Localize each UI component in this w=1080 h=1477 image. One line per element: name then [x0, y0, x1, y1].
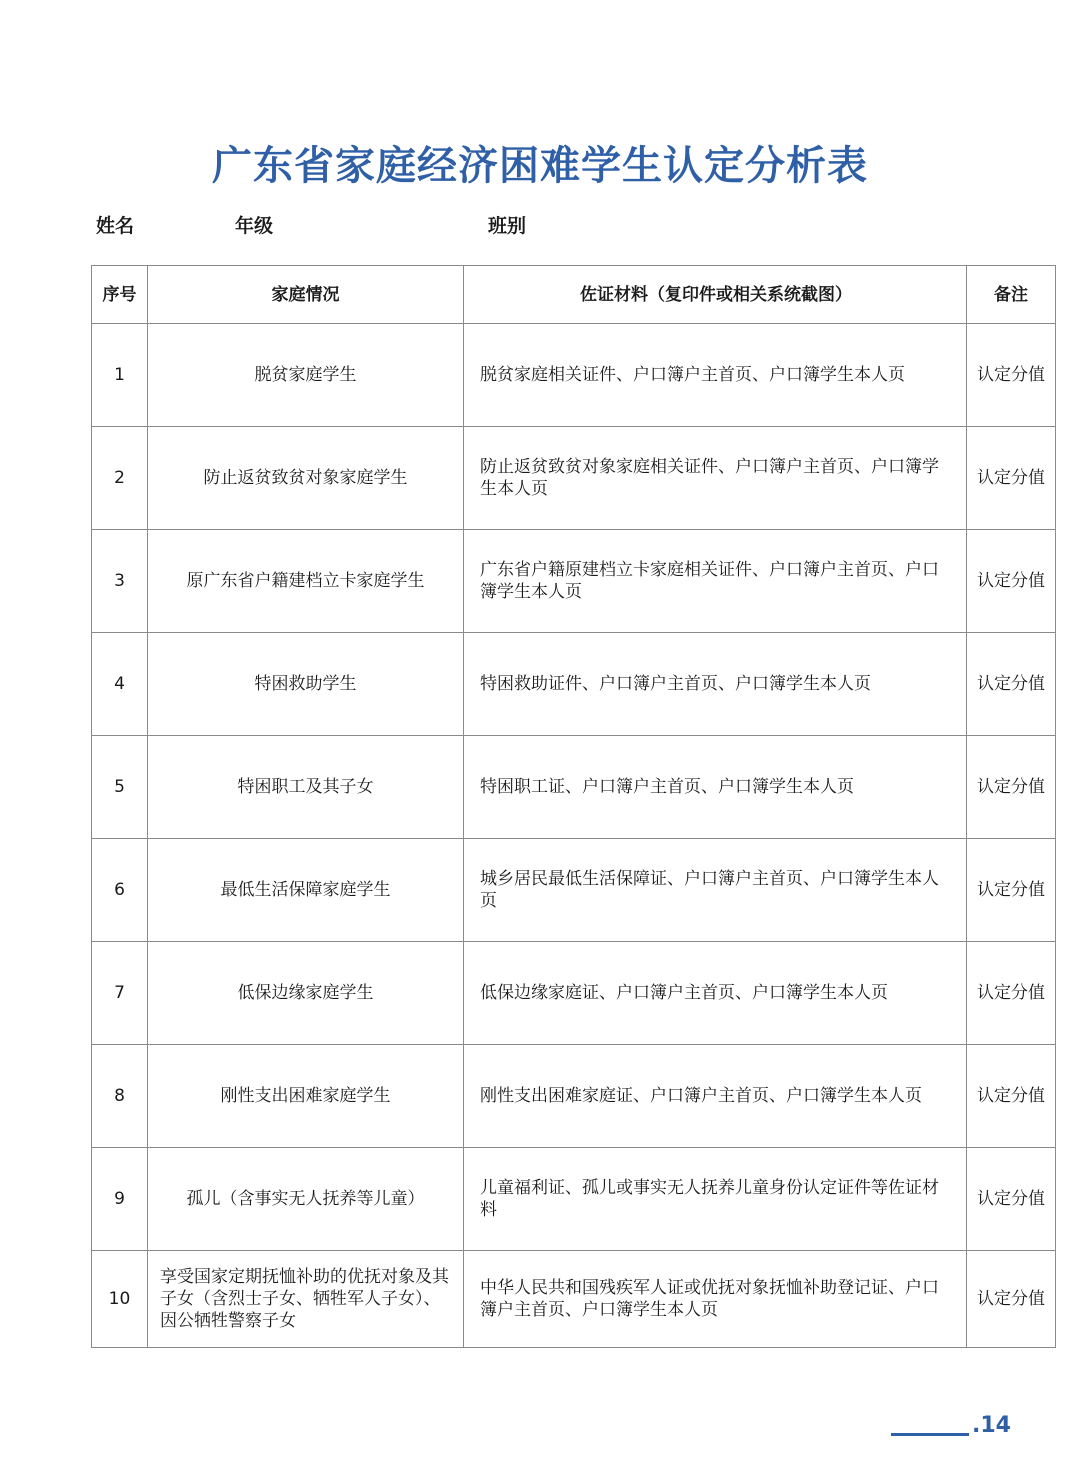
row-note: 认定分值 [967, 736, 1056, 839]
class-label: 班别 [488, 215, 527, 237]
row-materials: 中华人民共和国残疾军人证或优抚对象抚恤补助登记证、户口簿户主首页、户口簿学生本人页 [464, 1251, 967, 1348]
analysis-table [91, 265, 1056, 1348]
header-situation: 家庭情况 [148, 266, 464, 324]
row-situation: 享受国家定期抚恤补助的优抚对象及其子女（含烈士子女、牺牲军人子女）、因公牺牲警察子女 [148, 1251, 464, 1348]
table-row [92, 427, 1056, 530]
row-note: 认定分值 [967, 530, 1056, 633]
table-row [92, 530, 1056, 633]
row-materials: 防止返贫致贫对象家庭相关证件、户口簿户主首页、户口簿学生本人页 [464, 427, 967, 530]
row-situation: 孤儿（含事实无人抚养等儿童） [148, 1148, 464, 1251]
row-note: 认定分值 [967, 324, 1056, 427]
table-row [92, 324, 1056, 427]
header-materials: 佐证材料（复印件或相关系统截图） [464, 266, 967, 324]
row-note: 认定分值 [967, 839, 1056, 942]
row-index: 6 [92, 839, 148, 942]
table-header-row [92, 266, 1056, 324]
row-materials: 儿童福利证、孤儿或事实无人抚养儿童身份认定证件等佐证材料 [464, 1148, 967, 1251]
row-note: 认定分值 [967, 633, 1056, 736]
row-materials: 广东省户籍原建档立卡家庭相关证件、户口簿户主首页、户口簿学生本人页 [464, 530, 967, 633]
footer-accent-line [891, 1433, 969, 1436]
row-index: 8 [92, 1045, 148, 1148]
row-note: 认定分值 [967, 1045, 1056, 1148]
table-row [92, 633, 1056, 736]
table-row [92, 1045, 1056, 1148]
row-note: 认定分值 [967, 427, 1056, 530]
header-index: 序号 [92, 266, 148, 324]
row-situation: 特困救助学生 [148, 633, 464, 736]
row-situation: 最低生活保障家庭学生 [148, 839, 464, 942]
row-note: 认定分值 [967, 1251, 1056, 1348]
row-index: 5 [92, 736, 148, 839]
row-note: 认定分值 [967, 942, 1056, 1045]
row-materials: 城乡居民最低生活保障证、户口簿户主首页、户口簿学生本人页 [464, 839, 967, 942]
row-materials: 特困职工证、户口簿户主首页、户口簿学生本人页 [464, 736, 967, 839]
row-situation: 刚性支出困难家庭学生 [148, 1045, 464, 1148]
name-label: 姓名 [96, 215, 135, 237]
row-note: 认定分值 [967, 1148, 1056, 1251]
row-situation: 脱贫家庭学生 [148, 324, 464, 427]
grade-label: 年级 [235, 215, 274, 237]
row-situation: 低保边缘家庭学生 [148, 942, 464, 1045]
row-situation: 防止返贫致贫对象家庭学生 [148, 427, 464, 530]
row-index: 1 [92, 324, 148, 427]
row-index: 4 [92, 633, 148, 736]
table-row [92, 942, 1056, 1045]
table-row [92, 1148, 1056, 1251]
row-index: 3 [92, 530, 148, 633]
row-index: 2 [92, 427, 148, 530]
row-materials: 特困救助证件、户口簿户主首页、户口簿学生本人页 [464, 633, 967, 736]
row-situation: 特困职工及其子女 [148, 736, 464, 839]
table-row [92, 1251, 1056, 1348]
row-materials: 低保边缘家庭证、户口簿户主首页、户口簿学生本人页 [464, 942, 967, 1045]
row-situation: 原广东省户籍建档立卡家庭学生 [148, 530, 464, 633]
page-number: .14 [972, 1413, 1011, 1438]
row-materials: 刚性支出困难家庭证、户口簿户主首页、户口簿学生本人页 [464, 1045, 967, 1148]
row-index: 7 [92, 942, 148, 1045]
page-title: 广东省家庭经济困难学生认定分析表 [212, 143, 868, 189]
row-index: 10 [92, 1251, 148, 1348]
header-note: 备注 [967, 266, 1056, 324]
table-row [92, 736, 1056, 839]
table-row [92, 839, 1056, 942]
row-materials: 脱贫家庭相关证件、户口簿户主首页、户口簿学生本人页 [464, 324, 967, 427]
row-index: 9 [92, 1148, 148, 1251]
